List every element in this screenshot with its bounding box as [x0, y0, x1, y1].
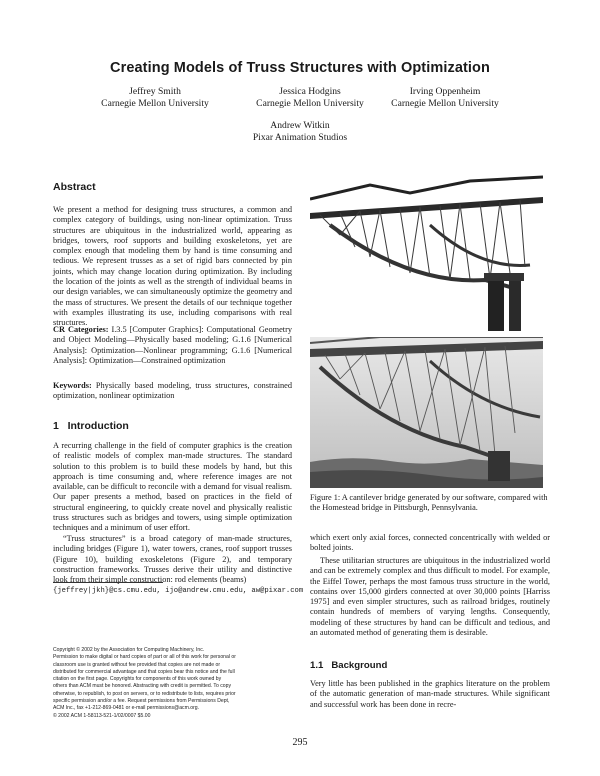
copyright-line: classroom use is granted without fee provided that copies are not made or	[53, 661, 221, 668]
copyright-line: Permission to make digital or hard copies of part or all of this work for personal or	[53, 654, 236, 661]
figure-1-caption: Figure 1: A cantilever bridge generated by our software, compared with the Homestead bridge in Pittsburgh, Pennsylvania.	[310, 493, 548, 513]
right-paragraph-1: which exert only axial forces, connected concentrically with welded or bolted joints.	[310, 533, 550, 553]
copyright-line: distributed for commercial advantage and that copies bear this notice and the full	[53, 668, 235, 675]
copyright-notice	[53, 647, 293, 720]
author-affiliation: Carnegie Mellon University	[101, 98, 209, 109]
keywords	[53, 381, 292, 402]
footnote-rule	[53, 582, 163, 583]
copyright-line: ACM Inc., fax +1-212-869-0481 or e-mail permissions@acm.org.	[53, 705, 200, 712]
author-block	[75, 86, 235, 110]
keywords-label: Keywords:	[53, 381, 92, 390]
copyright-line: © 2002 ACM 1-58113-521-1/02/0007 $5.00	[53, 712, 151, 719]
author-affiliation: Carnegie Mellon University	[256, 98, 364, 109]
paper-title: Creating Models of Truss Structures with Optimization	[110, 60, 490, 76]
rendered-bridge-image	[310, 175, 543, 335]
abstract-body: We present a method for designing truss structures, a common and complex category of buildings, using non-linear optimization. Truss structures are ubiquitous in the industrialized world, appearing as bridges, towers, roof supports and building exoskeletons, yet are complex enough that modeling them by hand is time consuming and tedious. We represent trusses as a set of rigid bars connected by pin joints, which may change location during optimization. By including the location of the joints as well as the strength of individual beams in our design variables, we can simultaneously optimize the geometry and the mass of structures. We present the details of our technique together with examples illustrating its use, including comparisons with real structures.	[53, 205, 292, 328]
author-name: Andrew Witkin	[270, 120, 330, 131]
author-block	[220, 120, 380, 144]
author-name: Jessica Hodgins	[279, 86, 341, 97]
cr-label: CR Categories:	[53, 325, 109, 334]
copyright-line: citation on the first page. Copyrights for components of this work owned by	[53, 676, 222, 683]
copyright-line: specific permission and/or a fee. Request permissions from Permissions Dept,	[53, 698, 230, 705]
homestead-bridge-photo	[310, 337, 543, 488]
cr-categories	[53, 325, 292, 366]
author-affiliation: Pixar Animation Studios	[252, 132, 348, 143]
keywords-text: Physically based modeling, truss structures, constrained optimization, nonlinear optimization	[53, 381, 293, 401]
author-affiliation: Carnegie Mellon University	[391, 98, 499, 109]
abstract-heading: Abstract	[53, 181, 96, 193]
cr-text: I.3.5 [Computer Graphics]: Computational Geometry and Object Modeling—Physically based modeling; G.1.6 [Numerical Analysis]: Optimization—Nonlinear programming; G.1.6 [Numerical Analysis]: Optimization—Constrained optimization	[53, 325, 292, 365]
copyright-line: Copyright © 2002 by the Association for Computing Machinery, Inc.	[53, 647, 205, 653]
author-name: Jeffrey Smith	[129, 86, 181, 97]
intro-paragraph-1: A recurring challenge in the field of computer graphics is the creation of realistic models of complex man-made structures. The standard solution to this problem is to build these models by hand, but this approach is time consuming and, where reference images are not available, can be difficult to reconcile with a demand for visual realism. Our paper presents a method, based on practices in the field of structural engineering, to quickly create novel and physically realistic truss structures such as bridges and towers, using simple optimization techniques and a minimum of user effort.	[53, 441, 292, 533]
page-number: 295	[292, 737, 308, 748]
copyright-line: others than ACM must be honored. Abstracting with credit is permitted. To copy	[53, 683, 231, 690]
copyright-line: otherwise, to republish, to post on servers, or to redistribute to lists, requires prior	[53, 690, 236, 697]
author-name: Irving Oppenheim	[409, 86, 481, 97]
introduction-heading: 1 Introduction	[53, 420, 129, 432]
author-emails: {jeffrey|jkh}@cs.cmu.edu, ijo@andrew.cmu.edu, aw@pixar.com	[53, 587, 304, 595]
background-paragraph: Very little has been published in the graphics literature on the problem of the automatic generation of man-made structures. While significant and successful work has been done in recre-	[310, 679, 550, 709]
background-heading: 1.1 Background	[310, 660, 388, 671]
author-block	[365, 86, 525, 110]
intro-paragraph-2: “Truss structures” is a broad category of man-made structures, including bridges (Figure 1), water towers, cranes, roof support trusses (Figure 10), building exoskeletons (Figure 2), and temporary construction frameworks. Trusses derive their utility and distinctive look from their simple construction: rod elements (beams)	[53, 534, 292, 585]
right-paragraph-2: These utilitarian structures are ubiquitous in the industrialized world and can be extremely complex and thus difficult to model. For example, the Eiffel Tower, perhaps the most famous truss structure in the world, contains over 15,000 girders connected at over 30,000 points [Harriss 1975] and even simpler structures, such as railroad bridges, routinely contain hundreds of members of varying lengths. Consequently, modeling of these structures by hand can be difficult and tedious, and an automated method of generating them is desirable.	[310, 556, 550, 638]
